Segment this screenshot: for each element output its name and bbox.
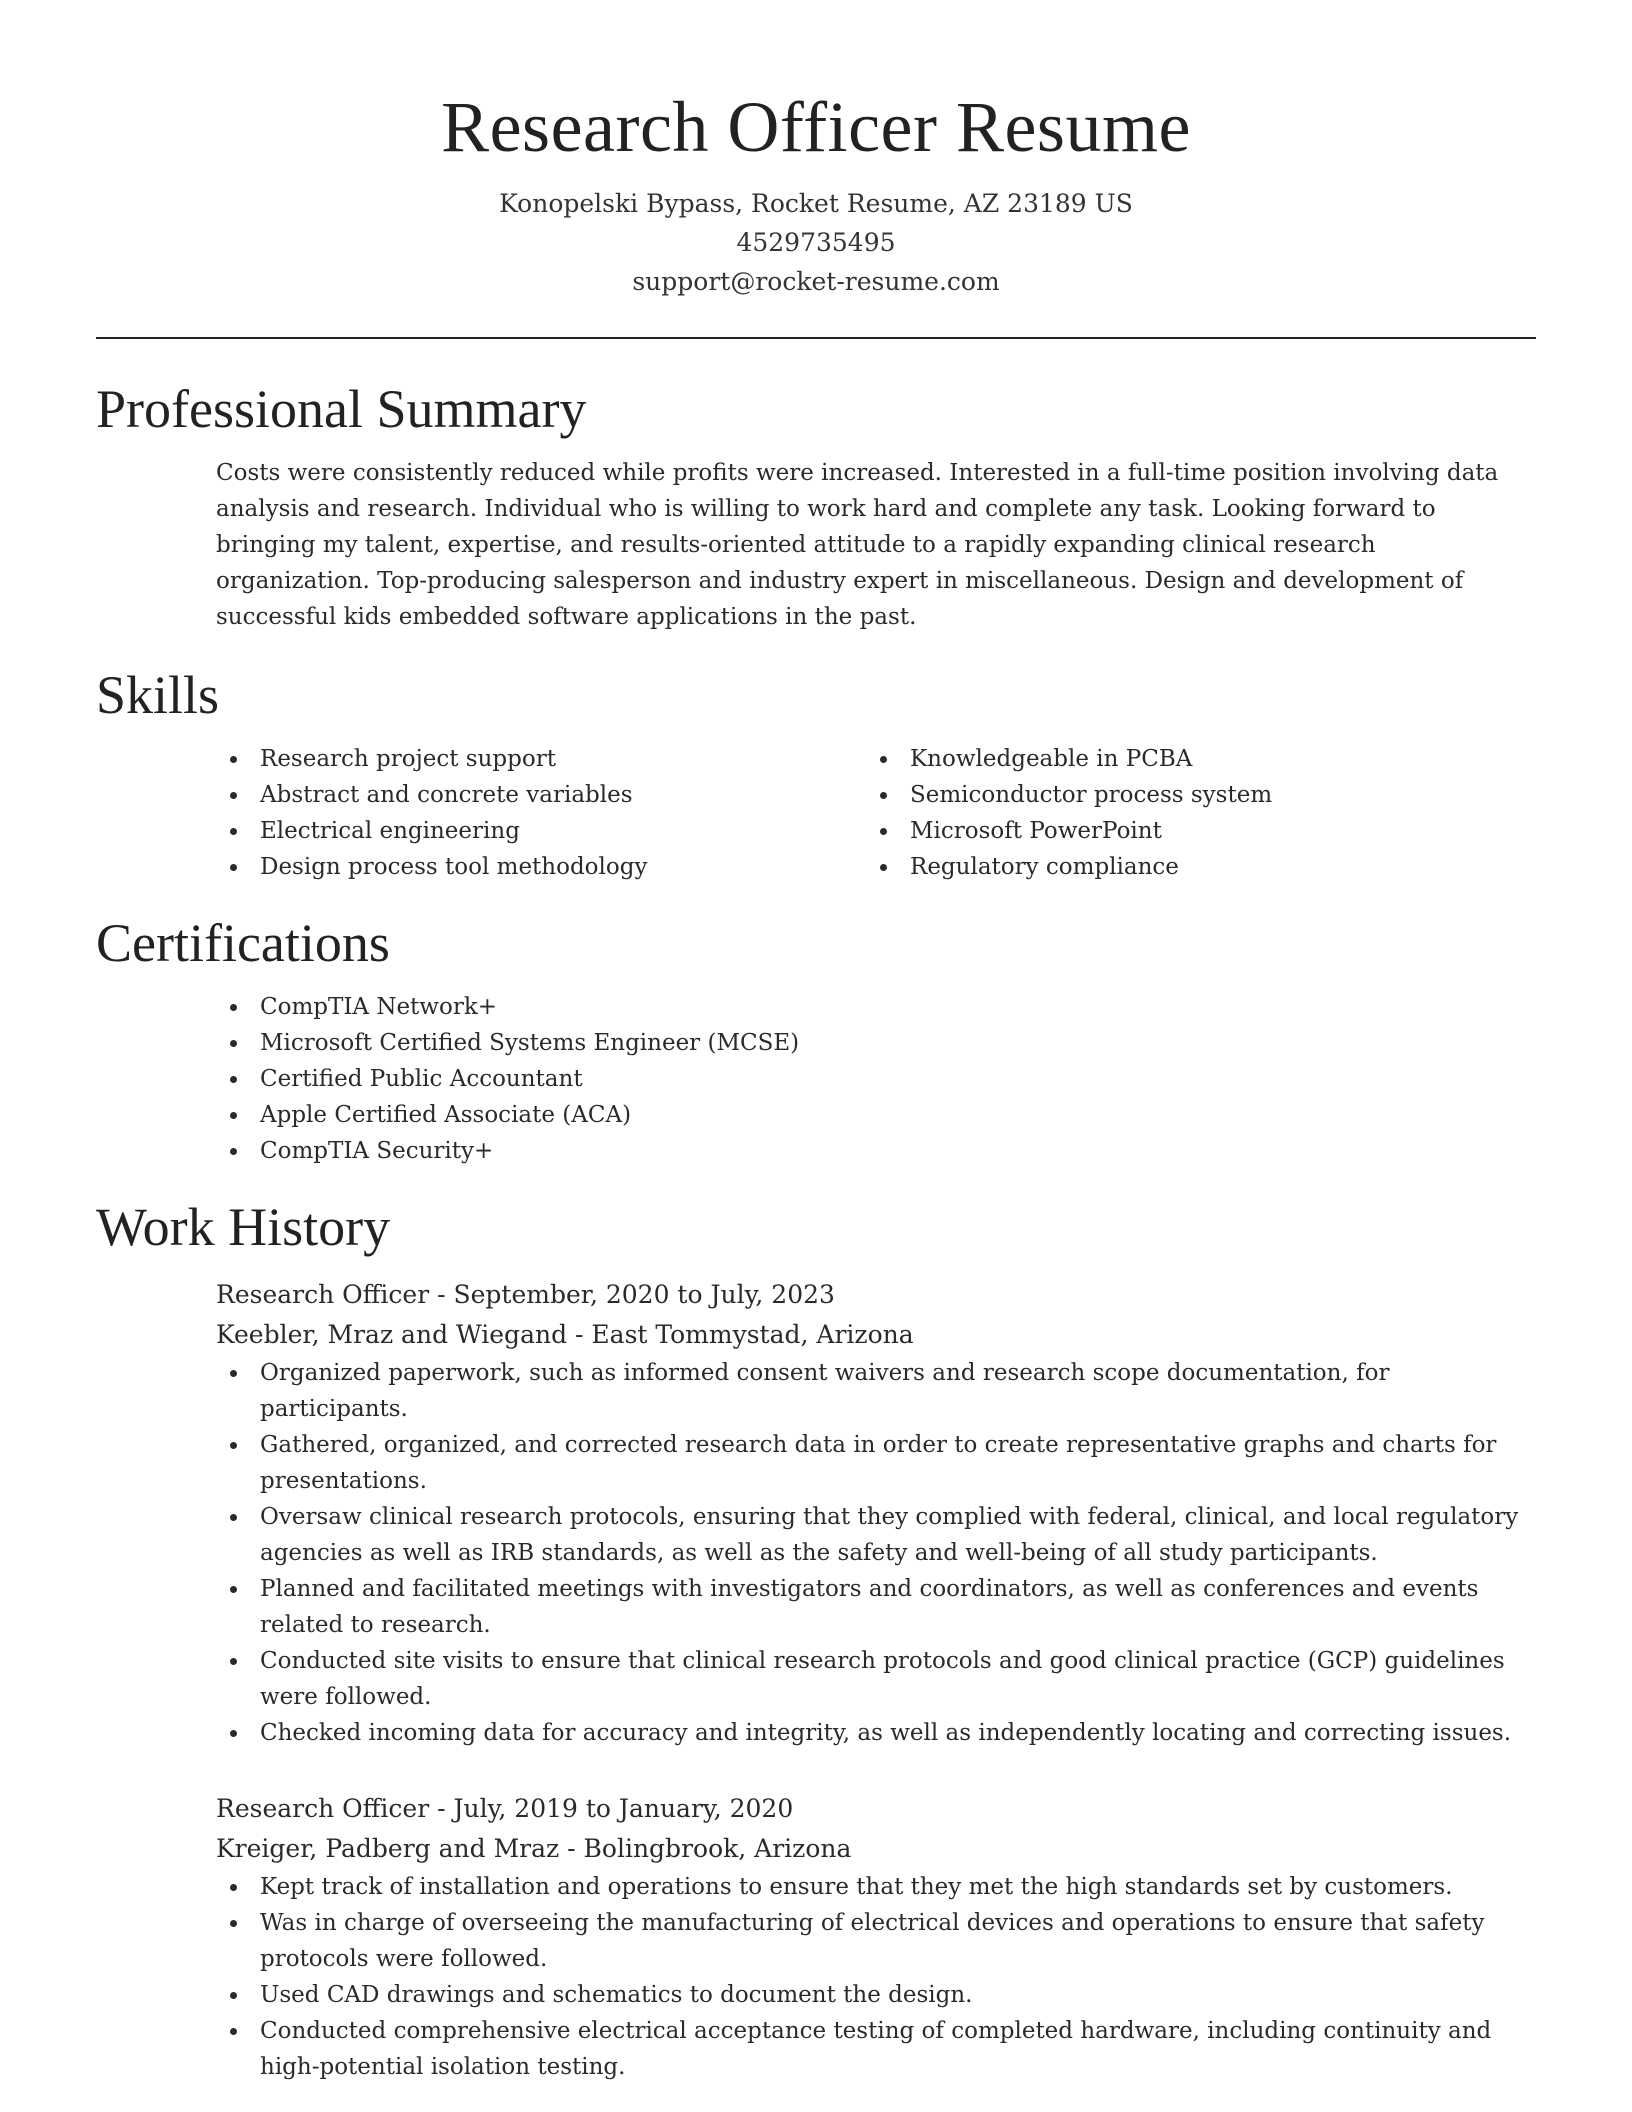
certification-item: Microsoft Certified Systems Engineer (MCSE)	[260, 1025, 1536, 1061]
job-responsibilities	[216, 1355, 1536, 1751]
certification-item: CompTIA Security+	[260, 1133, 1536, 1169]
job-responsibilities	[216, 1869, 1536, 2085]
job-bullet: Conducted site visits to ensure that clinical research protocols and good clinical practice (GCP) guidelines were followed.	[260, 1643, 1536, 1715]
job-bullet: Conducted comprehensive electrical acceptance testing of completed hardware, including continuity and high-potential isolation testing.	[260, 2013, 1536, 2085]
job-bullet: Organized paperwork, such as informed consent waivers and research scope documentation, for participants.	[260, 1355, 1536, 1427]
contact-phone: 4529735495	[736, 228, 896, 257]
certifications-block	[216, 989, 1536, 1169]
contact-email: support@rocket-resume.com	[632, 267, 1000, 296]
job-title-dates: Research Officer - September, 2020 to July, 2023	[216, 1280, 835, 1309]
skill-item: Design process tool methodology	[260, 849, 866, 885]
job-company-location: Kreiger, Padberg and Mraz - Bolingbrook, Arizona	[216, 1834, 852, 1863]
skills-columns	[216, 741, 1536, 885]
job-entry	[216, 1275, 1536, 1751]
skill-item: Microsoft PowerPoint	[910, 813, 1516, 849]
resume-page	[96, 0, 1536, 2085]
summary-text: Costs were consistently reduced while profits were increased. Interested in a full-time position involving data analysis and research. Individual who is willing to work hard and complete any task. Looking forward to bringing my talent, expertise, and results-oriented attitude to a rapidly expanding clinical research organization. Top-producing salesperson and industry expert in miscellaneous. Design and development of successful kids embedded software applications in the past.	[216, 460, 1499, 630]
job-bullet: Planned and facilitated meetings with investigators and coordinators, as well as conferences and events related to research.	[260, 1571, 1536, 1643]
header-divider	[96, 337, 1536, 339]
job-bullet: Gathered, organized, and corrected research data in order to create representative graphs and charts for presentations.	[260, 1427, 1536, 1499]
certification-item: CompTIA Network+	[260, 989, 1536, 1025]
contact-address: Konopelski Bypass, Rocket Resume, AZ 23189 US	[499, 189, 1133, 218]
job-bullet: Used CAD drawings and schematics to document the design.	[260, 1977, 1536, 2013]
summary-heading: Professional Summary	[96, 379, 587, 439]
skills-column-right	[866, 741, 1516, 885]
skills-list-right	[866, 741, 1516, 885]
skills-column-left	[216, 741, 866, 885]
skill-item: Regulatory compliance	[910, 849, 1516, 885]
contact-block	[96, 184, 1536, 301]
certifications-heading: Certifications	[96, 913, 390, 973]
job-bullet: Oversaw clinical research protocols, ensuring that they complied with federal, clinical, and local regulatory agencies as well as IRB standards, as well as the safety and well-being of all study participants.	[260, 1499, 1536, 1571]
skill-item: Semiconductor process system	[910, 777, 1516, 813]
job-entry	[216, 1789, 1536, 2085]
job-bullet: Was in charge of overseeing the manufacturing of electrical devices and operations to ensure that safety protocols were followed.	[260, 1905, 1536, 1977]
skill-item: Knowledgeable in PCBA	[910, 741, 1516, 777]
skill-item: Abstract and concrete variables	[260, 777, 866, 813]
skills-list-left	[216, 741, 866, 885]
work-history-heading: Work History	[96, 1197, 391, 1257]
job-bullet: Kept track of installation and operations to ensure that they met the high standards set by customers.	[260, 1869, 1536, 1905]
skill-item: Electrical engineering	[260, 813, 866, 849]
skill-item: Research project support	[260, 741, 866, 777]
job-company-location: Keebler, Mraz and Wiegand - East Tommystad, Arizona	[216, 1320, 914, 1349]
skills-heading: Skills	[96, 665, 220, 725]
certification-item: Apple Certified Associate (ACA)	[260, 1097, 1536, 1133]
certification-item: Certified Public Accountant	[260, 1061, 1536, 1097]
job-bullet: Checked incoming data for accuracy and integrity, as well as independently locating and correcting issues.	[260, 1715, 1536, 1751]
certifications-list	[216, 989, 1536, 1169]
resume-title: Research Officer Resume	[441, 87, 1191, 167]
job-title-dates: Research Officer - July, 2019 to January, 2020	[216, 1794, 794, 1823]
